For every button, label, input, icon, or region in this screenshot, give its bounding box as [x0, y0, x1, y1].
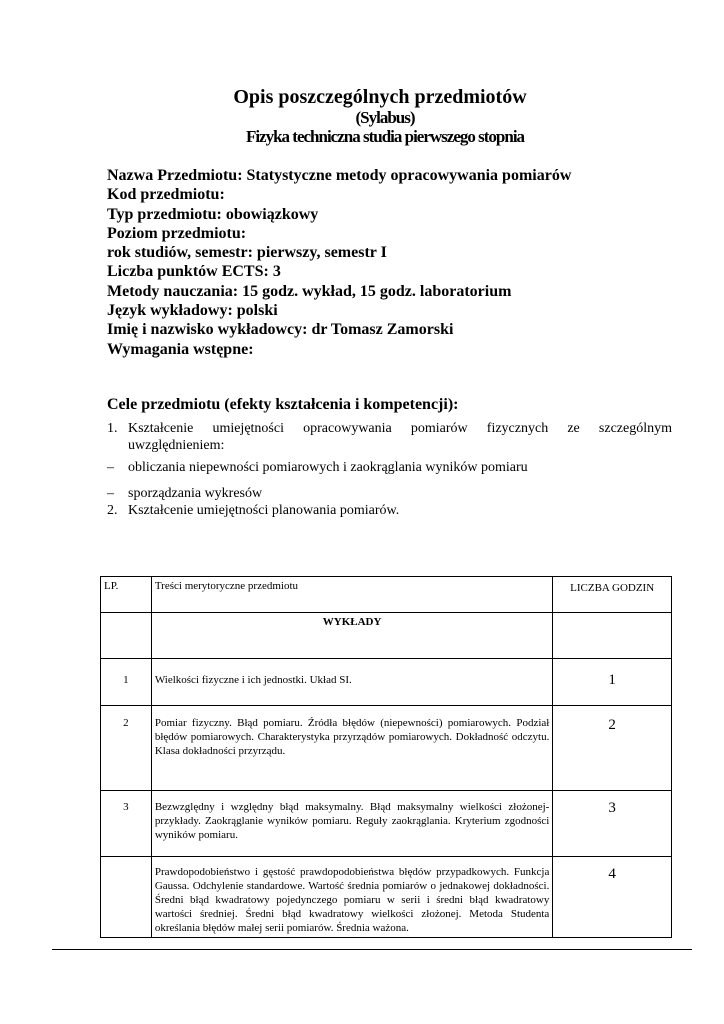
course-name: Nazwa Przedmiotu: Statystyczne metody opracowywania pomiarów [107, 167, 572, 184]
table-row [101, 791, 672, 857]
header-content: Treści merytoryczne przedmiotu [151, 577, 552, 613]
row-content: Bezwzględny i względny błąd maksymalny. Błąd maksymalny wielkości złożonej- przykłady. Zaokrąglanie wyników pomiaru. Reguły zaokrąglania. Kryterium zgodności wyników pomiaru. [151, 791, 552, 857]
course-year-semester: rok studiów, semestr: pierwszy, semestr I [107, 244, 387, 262]
goal-text-continuation: uwzględnieniem: [128, 438, 225, 453]
section-title: WYKŁADY [151, 613, 552, 659]
table-header-row [101, 577, 672, 613]
page-footer-rule [52, 949, 692, 950]
row-hours: 4 [553, 857, 672, 938]
dash-bullet: – [107, 486, 114, 501]
goal-text: Kształcenie umiejętności opracowywania pomiarów fizycznych ze szczególnym [128, 421, 672, 436]
course-type: Typ przedmiotu: obowiązkowy [107, 205, 319, 223]
document-title: Opis poszczególnych przedmiotów [233, 86, 527, 108]
goal-item-2 [107, 502, 672, 519]
row-hours: 1 [553, 659, 672, 706]
course-info [107, 166, 571, 359]
goal-number: 2. [107, 503, 118, 518]
header-lp: LP. [101, 577, 152, 613]
goal-subitem-2 [107, 485, 672, 502]
goal-text: Kształcenie umiejętności planowania pomiarów. [128, 503, 400, 518]
goals-list [107, 420, 672, 519]
table-row [101, 857, 672, 938]
course-lecturer: Imię i nazwisko wykładowcy: dr Tomasz Zamorski [107, 321, 454, 339]
course-level: Poziom przedmiotu: [107, 224, 247, 242]
dash-bullet: – [107, 460, 114, 475]
program-name: Fizyka techniczna studia pierwszego stopnia [245, 127, 525, 146]
table-row [101, 706, 672, 791]
course-teaching-methods: Metody nauczania: 15 godz. wykład, 15 godz. laboratorium [107, 282, 512, 300]
goal-item-1 [107, 420, 672, 454]
row-content: Prawdopodobieństwo i gęstość prawdopodobieństwa błędów przypadkowych. Funkcja Gaussa. Odchylenie standardowe. Wartość średnia pomiarów o jednakowej dokładności. Średni błąd kwadratowy pojedynczego pomiaru w serii i średni błąd kwadratowy wartości średniej. Średni błąd kwadratowy wielkości złożonej. Metoda Studenta określania błędów małej serii pomiarów. Średnia ważona. [151, 857, 552, 938]
row-lp: 1 [101, 659, 152, 706]
row-lp: 3 [101, 791, 152, 857]
course-ects: Liczba punktów ECTS: 3 [107, 263, 281, 281]
table-section-row [101, 613, 672, 659]
row-hours: 3 [553, 791, 672, 857]
row-lp [101, 857, 152, 938]
row-hours: 2 [553, 706, 672, 791]
row-content: Pomiar fizyczny. Błąd pomiaru. Źródła błędów (niepewności) pomiarowych. Podział błędów pomiarowych. Charakterystyka przyrządów pomiarowych. Dokładność odczytu. Klasa dokładności przyrządu. [151, 706, 552, 791]
goal-subitem-1 [107, 459, 672, 476]
goal-subitem-text: obliczania niepewności pomiarowych i zaokrąglania wyników pomiaru [128, 460, 528, 475]
document-subtitle: (Sylabus) [355, 108, 415, 127]
course-code: Kod przedmiotu: [107, 186, 225, 204]
row-lp: 2 [101, 706, 152, 791]
goals-heading: Cele przedmiotu (efekty kształcenia i kompetencji): [107, 396, 459, 413]
course-language: Język wykładowy: polski [107, 302, 278, 320]
header-hours: LICZBA GODZIN [553, 577, 672, 613]
goal-number: 1. [107, 421, 118, 436]
section-lp-cell [101, 613, 152, 659]
row-content: Wielkości fizyczne i ich jednostki. Układ SI. [151, 659, 552, 706]
goal-subitem-text: sporządzania wykresów [128, 486, 263, 501]
syllabus-table [100, 576, 672, 938]
document-header [0, 86, 724, 146]
table-row [101, 659, 672, 706]
course-prerequisites: Wymagania wstępne: [107, 340, 254, 358]
section-hours-cell [553, 613, 672, 659]
